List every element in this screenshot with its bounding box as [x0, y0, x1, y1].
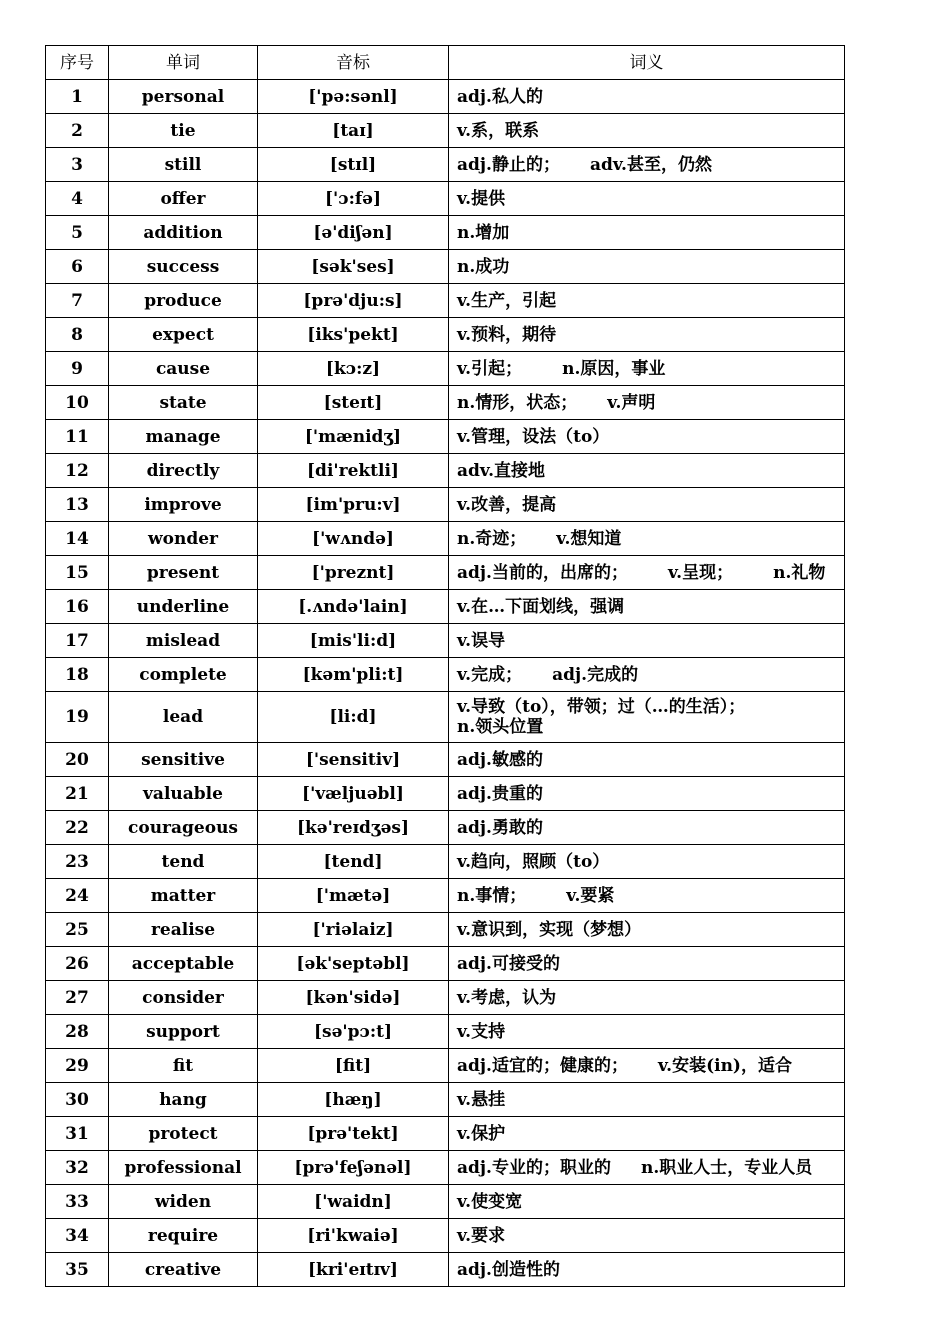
table-row [46, 114, 845, 148]
table-row [46, 658, 845, 692]
phonetic-cell: [li:d] [258, 692, 449, 743]
meaning-cell [449, 845, 845, 879]
phonetic-cell: ['pə:sənl] [258, 80, 449, 114]
row-number: 30 [46, 1083, 109, 1117]
meaning-cell [449, 692, 845, 743]
meaning-cell [449, 624, 845, 658]
word-cell: require [109, 1219, 258, 1253]
meaning-cell [449, 1185, 845, 1219]
word-cell: tend [109, 845, 258, 879]
word-cell: underline [109, 590, 258, 624]
row-number: 14 [46, 522, 109, 556]
row-number: 2 [46, 114, 109, 148]
word-cell: professional [109, 1151, 258, 1185]
phonetic-cell: ['wʌndə] [258, 522, 449, 556]
meaning-part: v.提供 [457, 188, 506, 209]
meaning-part: n.礼物 [773, 562, 826, 583]
vocabulary-table [45, 45, 845, 1287]
meaning-part: v.意识到，实现（梦想） [457, 919, 642, 940]
meaning-part: adj.贵重的 [457, 783, 543, 804]
meaning-cell [449, 488, 845, 522]
table-row [46, 777, 845, 811]
row-number: 13 [46, 488, 109, 522]
meaning-part: n.情形，状态； [457, 392, 578, 413]
meaning-part: v.系，联系 [457, 120, 540, 141]
phonetic-cell: ['mænidʒ] [258, 420, 449, 454]
meaning-part: v.保护 [457, 1123, 506, 1144]
word-cell: expect [109, 318, 258, 352]
meaning-part: v.要求 [457, 1225, 506, 1246]
word-cell: protect [109, 1117, 258, 1151]
meaning-cell [449, 1253, 845, 1287]
table-row [46, 913, 845, 947]
phonetic-cell: [di'rektli] [258, 454, 449, 488]
table-body [46, 80, 845, 1287]
row-number: 23 [46, 845, 109, 879]
meaning-cell [449, 777, 845, 811]
row-number: 35 [46, 1253, 109, 1287]
row-number: 5 [46, 216, 109, 250]
meaning-part: v.悬挂 [457, 1089, 506, 1110]
meaning-part: n.增加 [457, 222, 510, 243]
meaning-cell [449, 1083, 845, 1117]
meaning-cell [449, 352, 845, 386]
meaning-part: v.改善，提高 [457, 494, 557, 515]
meaning-part: n.原因，事业 [562, 358, 666, 379]
meaning-part: v.趋向，照顾（to） [457, 851, 610, 872]
word-cell: improve [109, 488, 258, 522]
word-cell: fit [109, 1049, 258, 1083]
meaning-part: v.生产，引起 [457, 290, 557, 311]
word-cell: support [109, 1015, 258, 1049]
phonetic-cell: [taɪ] [258, 114, 449, 148]
phonetic-cell: [kə'reɪdʒəs] [258, 811, 449, 845]
phonetic-cell: [tend] [258, 845, 449, 879]
table-row [46, 1253, 845, 1287]
meaning-part: v.考虑，认为 [457, 987, 557, 1008]
header-row [46, 46, 845, 80]
meaning-cell [449, 590, 845, 624]
meaning-part: v.使变宽 [457, 1191, 523, 1212]
table-row [46, 318, 845, 352]
word-cell: directly [109, 454, 258, 488]
table-row [46, 216, 845, 250]
meaning-cell [449, 811, 845, 845]
meaning-part: v.呈现； [667, 562, 734, 583]
meaning-cell [449, 148, 845, 182]
phonetic-cell: [prə'tekt] [258, 1117, 449, 1151]
row-number: 29 [46, 1049, 109, 1083]
meaning-part: v.要紧 [566, 885, 615, 906]
table-row [46, 1117, 845, 1151]
phonetic-cell: ['preznt] [258, 556, 449, 590]
meaning-part: n.成功 [457, 256, 510, 277]
header-word: 单词 [109, 46, 258, 80]
row-number: 6 [46, 250, 109, 284]
meaning-cell [449, 947, 845, 981]
word-cell: offer [109, 182, 258, 216]
table-row [46, 454, 845, 488]
table-row [46, 743, 845, 777]
row-number: 17 [46, 624, 109, 658]
row-number: 11 [46, 420, 109, 454]
row-number: 32 [46, 1151, 109, 1185]
phonetic-cell: [kri'eɪtɪv] [258, 1253, 449, 1287]
meaning-part: n.职业人士，专业人员 [640, 1157, 813, 1178]
meaning-cell [449, 318, 845, 352]
row-number: 33 [46, 1185, 109, 1219]
meaning-part: adj.勇敢的 [457, 817, 543, 838]
word-cell: success [109, 250, 258, 284]
word-cell: addition [109, 216, 258, 250]
row-number: 1 [46, 80, 109, 114]
phonetic-cell: [ri'kwaiə] [258, 1219, 449, 1253]
meaning-cell [449, 1219, 845, 1253]
phonetic-cell: ['væljuəbl] [258, 777, 449, 811]
table-row [46, 947, 845, 981]
meaning-part: adj.专业的；职业的 [457, 1157, 611, 1178]
table-row [46, 590, 845, 624]
meaning-part: v.想知道 [556, 528, 622, 549]
meaning-cell [449, 522, 845, 556]
row-number: 27 [46, 981, 109, 1015]
row-number: 3 [46, 148, 109, 182]
meaning-cell [449, 420, 845, 454]
row-number: 26 [46, 947, 109, 981]
phonetic-cell: ['ɔ:fə] [258, 182, 449, 216]
meaning-cell [449, 114, 845, 148]
phonetic-cell: [fit] [258, 1049, 449, 1083]
header-phonetic: 音标 [258, 46, 449, 80]
meaning-cell [449, 556, 845, 590]
row-number: 16 [46, 590, 109, 624]
word-cell: creative [109, 1253, 258, 1287]
table-row [46, 182, 845, 216]
word-cell: cause [109, 352, 258, 386]
table-row [46, 522, 845, 556]
phonetic-cell: [kɔ:z] [258, 352, 449, 386]
table-row [46, 1049, 845, 1083]
meaning-cell [449, 658, 845, 692]
row-number: 12 [46, 454, 109, 488]
table-row [46, 148, 845, 182]
meaning-cell [449, 743, 845, 777]
table-row [46, 488, 845, 522]
meaning-part: adv.甚至，仍然 [589, 154, 712, 175]
row-number: 20 [46, 743, 109, 777]
phonetic-cell: [iks'pekt] [258, 318, 449, 352]
row-number: 21 [46, 777, 109, 811]
phonetic-cell: [prə'dju:s] [258, 284, 449, 318]
meaning-part: v.声明 [607, 392, 656, 413]
meaning-part: adj.可接受的 [457, 953, 560, 974]
phonetic-cell: [ə'diʃən] [258, 216, 449, 250]
word-cell: realise [109, 913, 258, 947]
meaning-cell [449, 250, 845, 284]
phonetic-cell: ['mætə] [258, 879, 449, 913]
phonetic-cell: [prə'feʃənəl] [258, 1151, 449, 1185]
phonetic-cell: [im'pru:v] [258, 488, 449, 522]
phonetic-cell: [kən'sidə] [258, 981, 449, 1015]
row-number: 31 [46, 1117, 109, 1151]
meaning-part: v.支持 [457, 1021, 506, 1042]
table-row [46, 1083, 845, 1117]
phonetic-cell: [ək'septəbl] [258, 947, 449, 981]
phonetic-cell: ['sensitiv] [258, 743, 449, 777]
row-number: 28 [46, 1015, 109, 1049]
phonetic-cell: [kəm'pli:t] [258, 658, 449, 692]
phonetic-cell: [sə'pɔ:t] [258, 1015, 449, 1049]
table-row [46, 80, 845, 114]
word-cell: sensitive [109, 743, 258, 777]
word-cell: widen [109, 1185, 258, 1219]
table-row [46, 1015, 845, 1049]
meaning-cell [449, 1015, 845, 1049]
row-number: 25 [46, 913, 109, 947]
row-number: 34 [46, 1219, 109, 1253]
meaning-part: n.领头位置 [457, 717, 544, 737]
word-cell: wonder [109, 522, 258, 556]
header-meaning: 词义 [449, 46, 845, 80]
meaning-cell [449, 182, 845, 216]
meaning-cell [449, 1049, 845, 1083]
word-cell: present [109, 556, 258, 590]
row-number: 15 [46, 556, 109, 590]
row-number: 22 [46, 811, 109, 845]
phonetic-cell: [.ʌndə'lain] [258, 590, 449, 624]
meaning-part: v.在…下面划线，强调 [457, 596, 625, 617]
meaning-part: n.奇迹； [457, 528, 527, 549]
meaning-cell [449, 879, 845, 913]
word-cell: matter [109, 879, 258, 913]
phonetic-cell: [hæŋ] [258, 1083, 449, 1117]
meaning-part: adj.敏感的 [457, 749, 543, 770]
row-number: 18 [46, 658, 109, 692]
word-cell: tie [109, 114, 258, 148]
table-header [46, 46, 845, 80]
phonetic-cell: ['riəlaiz] [258, 913, 449, 947]
table-row [46, 1151, 845, 1185]
table-row [46, 845, 845, 879]
table-row [46, 811, 845, 845]
table-row [46, 386, 845, 420]
meaning-part: v.误导 [457, 630, 506, 651]
row-number: 9 [46, 352, 109, 386]
table-row [46, 1219, 845, 1253]
meaning-part: v.管理，设法（to） [457, 426, 610, 447]
table-row [46, 1185, 845, 1219]
table-row [46, 981, 845, 1015]
word-cell: still [109, 148, 258, 182]
meaning-part: n.事情； [457, 885, 527, 906]
word-cell: acceptable [109, 947, 258, 981]
row-number: 10 [46, 386, 109, 420]
meaning-cell [449, 981, 845, 1015]
word-cell: mislead [109, 624, 258, 658]
table-row [46, 352, 845, 386]
meaning-part: adj.创造性的 [457, 1259, 560, 1280]
table-row [46, 879, 845, 913]
meaning-part: adj.静止的； [457, 154, 560, 175]
phonetic-cell: [mis'li:d] [258, 624, 449, 658]
meaning-cell [449, 1151, 845, 1185]
word-cell: lead [109, 692, 258, 743]
word-cell: state [109, 386, 258, 420]
header-num: 序号 [46, 46, 109, 80]
meaning-part: adj.完成的 [552, 664, 639, 685]
meaning-part: v.引起； [457, 358, 523, 379]
phonetic-cell: ['waidn] [258, 1185, 449, 1219]
meaning-part: v.预料，期待 [457, 324, 557, 345]
meaning-part: adj.当前的，出席的； [457, 562, 628, 583]
meaning-cell [449, 454, 845, 488]
row-number: 7 [46, 284, 109, 318]
meaning-cell [449, 913, 845, 947]
row-number: 24 [46, 879, 109, 913]
table-row [46, 556, 845, 590]
meaning-part: adv.直接地 [457, 460, 545, 481]
meaning-part: v.安装(in)，适合 [657, 1055, 792, 1076]
meaning-cell [449, 216, 845, 250]
word-cell: hang [109, 1083, 258, 1117]
word-cell: courageous [109, 811, 258, 845]
phonetic-cell: [sək'ses] [258, 250, 449, 284]
word-cell: valuable [109, 777, 258, 811]
word-cell: complete [109, 658, 258, 692]
meaning-cell [449, 284, 845, 318]
table-row [46, 420, 845, 454]
table-row [46, 624, 845, 658]
meaning-part: v.导致（to），带领；过（…的生活）； [457, 697, 746, 717]
table-row [46, 692, 845, 743]
phonetic-cell: [stɪl] [258, 148, 449, 182]
meaning-part: adj.适宜的；健康的； [457, 1055, 628, 1076]
word-cell: produce [109, 284, 258, 318]
row-number: 19 [46, 692, 109, 743]
table-row [46, 284, 845, 318]
meaning-cell [449, 1117, 845, 1151]
word-cell: personal [109, 80, 258, 114]
meaning-cell [449, 80, 845, 114]
meaning-cell [449, 386, 845, 420]
table-row [46, 250, 845, 284]
phonetic-cell: [steɪt] [258, 386, 449, 420]
row-number: 8 [46, 318, 109, 352]
meaning-part: adj.私人的 [457, 86, 543, 107]
word-cell: consider [109, 981, 258, 1015]
meaning-part: v.完成； [457, 664, 523, 685]
word-cell: manage [109, 420, 258, 454]
row-number: 4 [46, 182, 109, 216]
